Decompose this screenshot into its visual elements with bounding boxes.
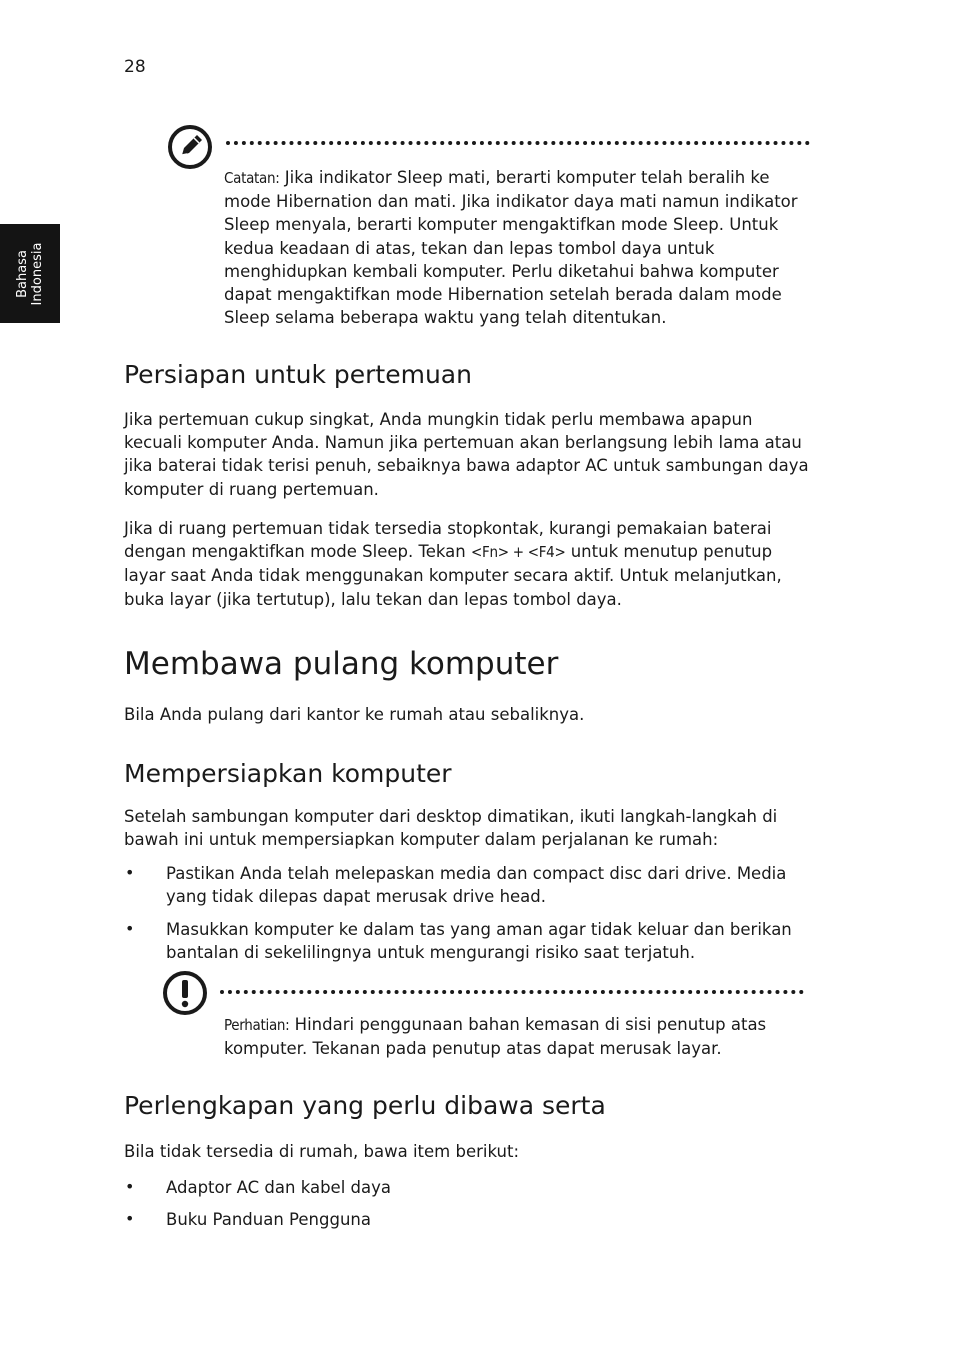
equipment-intro: Bila tidak tersedia di rumah, bawa item berikut: [124, 1142, 520, 1161]
meeting-paragraph-2 [124, 517, 809, 611]
list-item: Adaptor AC dan kabel daya [166, 1178, 391, 1197]
note-label: Catatan: [224, 169, 280, 187]
language-side-tab [0, 224, 60, 323]
side-tab-line1: Bahasa [15, 249, 30, 298]
list-item: Pastikan Anda telah melepaskan media dan compact disc dari drive. Media yang tidak dilepas dapat merusak drive head. [166, 864, 787, 907]
meeting-paragraph-2-start: Jika di ruang pertemuan tidak tersedia stopkontak, kurangi pemakaian baterai dengan mengaktifkan mode Sleep. Tekan [124, 519, 772, 562]
section-heading-meeting: Persiapan untuk pertemuan [124, 360, 472, 389]
exclamation-warning-icon [162, 970, 208, 1016]
keyboard-shortcut: <Fn> + <F4> [471, 543, 566, 562]
bullet-marker: • [125, 863, 135, 882]
side-tab-line2: Indonesia [30, 242, 45, 305]
bullet-marker: • [125, 1177, 135, 1196]
note-body: Jika indikator Sleep mati, berarti komputer telah beralih ke mode Hibernation dan mati. Jika indikator daya mati namun indikator Sleep menyala, berarti komputer mengaktifkan mode Sleep. Untuk kedua keadaan di atas, tekan dan lepas tombol daya untuk menghidupkan kembali komputer. Perlu diketahui bahwa komputer dapat mengaktifkan mode Hibernation setelah berada dalam mode Sleep selama beberapa waktu yang telah ditentukan. [224, 168, 798, 328]
bullet-marker: • [125, 919, 135, 938]
section-heading-equipment: Perlengkapan yang perlu dibawa serta [124, 1091, 606, 1120]
note-divider [226, 141, 810, 145]
warning-label: Perhatian: [224, 1016, 290, 1034]
chapter-intro: Bila Anda pulang dari kantor ke rumah atau sebaliknya. [124, 705, 585, 724]
note-text [224, 166, 804, 329]
warning-body: Hindari penggunaan bahan kemasan di sisi penutup atas komputer. Tekanan pada penutup atas dapat merusak layar. [224, 1015, 767, 1059]
prepare-intro: Setelah sambungan komputer dari desktop dimatikan, ikuti langkah-langkah di bawah ini untuk mempersiapkan komputer dalam perjalanan ke rumah: [124, 807, 778, 850]
meeting-paragraph-1: Jika pertemuan cukup singkat, Anda mungkin tidak perlu membawa apapun kecuali komputer Anda. Namun jika pertemuan akan berlangsung lebih lama atau jika baterai tidak terisi penuh, sebaiknya bawa adaptor AC untuk sambungan daya komputer di ruang pertemuan. [124, 410, 809, 499]
bullet-marker: • [125, 1209, 135, 1228]
chapter-heading: Membawa pulang komputer [124, 646, 559, 682]
list-item: Masukkan komputer ke dalam tas yang aman agar tidak keluar dan berikan bantalan di sekelilingnya untuk mengurangi risiko saat terjatuh. [166, 920, 792, 963]
page-number: 28 [124, 57, 146, 77]
list-item: Buku Panduan Pengguna [166, 1210, 371, 1229]
section-heading-prepare: Mempersiapkan komputer [124, 759, 452, 788]
language-side-tab-label [15, 242, 45, 305]
warning-text [224, 1013, 804, 1060]
warning-divider [220, 990, 804, 994]
meeting-paragraph-2-end: untuk menutup penutup layar saat Anda tidak menggunakan komputer secara aktif. Untuk melanjutkan, buka layar (jika tertutup), lalu tekan dan lepas tombol daya. [124, 542, 782, 609]
pen-note-icon [167, 124, 213, 170]
